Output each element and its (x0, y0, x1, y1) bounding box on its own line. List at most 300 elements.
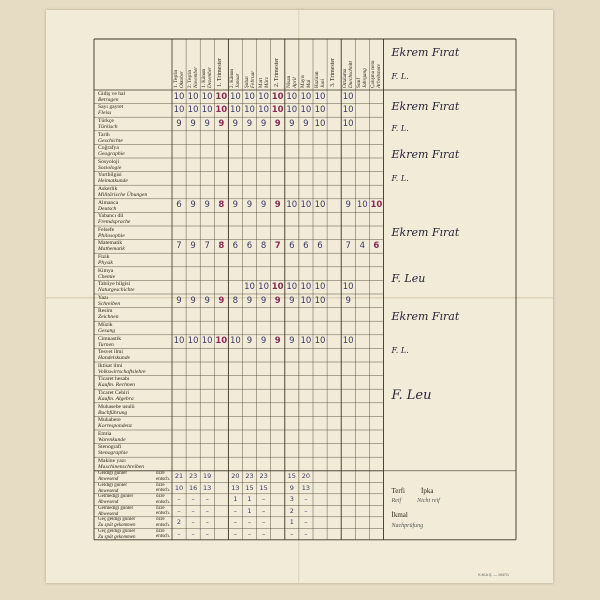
promotion-ipka-de: Nicht reif (417, 497, 440, 504)
attendance-count: 20 (231, 472, 240, 481)
subject-name-tr: Müzik (98, 322, 113, 328)
attendance-type-tr: özre (156, 505, 165, 511)
attendance-type-tr: özre (156, 471, 165, 477)
grade-cell: 10 (286, 281, 298, 292)
grade-cell: 9 (303, 118, 309, 129)
attendance-count: – (261, 506, 266, 515)
attendance-name-tr: Geldiği günler (98, 471, 128, 477)
attendance-count: 1 (247, 495, 252, 504)
teacher-signature: F. L. (391, 346, 409, 355)
subject-name-tr: Tabiiye bilgisi (98, 281, 131, 288)
grade-cell: 10 (258, 281, 269, 292)
attendance-name-de: Anwesend (98, 477, 119, 483)
grade-cell: 10 (229, 336, 241, 347)
subject-name-tr: Ticaret Cebiri (98, 390, 130, 396)
grade-cell: 9 (190, 118, 196, 129)
attendance-count: – (304, 529, 308, 538)
attendance-count: 15 (287, 472, 296, 481)
attendance-type (156, 529, 170, 540)
column-header (343, 61, 354, 88)
grade-cell: 9 (289, 295, 295, 306)
grade-cell: 10 (201, 336, 213, 347)
grade-cell: 10 (258, 91, 269, 102)
subject-name-de: Turnen (98, 341, 114, 348)
subject-name-de: Fremdsprache (98, 219, 131, 226)
grade-cell: 9 (246, 118, 253, 129)
subject-name-de: Kaufm. Algebra (98, 396, 134, 402)
column-header-line: Şubat (243, 76, 250, 88)
attendance-type (156, 471, 170, 482)
attendance-label (98, 517, 158, 529)
subject-name-tr: Cimnastik (98, 335, 121, 342)
subject-name-tr: Muhabere (98, 417, 121, 424)
subject-name-de: Soziologie (98, 164, 122, 171)
attendance-type-de: entsch. (156, 522, 171, 528)
grade-cell: 10 (286, 91, 298, 102)
attendance-name-tr: Geç geldiği günler (98, 517, 136, 523)
subject-label (98, 322, 214, 334)
subject-name-tr: Tarih (98, 131, 110, 138)
subject-name-tr: İktisat ilmi (98, 362, 123, 369)
grade-cell: 10 (314, 336, 326, 347)
subject-name-de: Deutsch (98, 205, 117, 212)
subject-name-tr: Türkçe (98, 118, 114, 124)
attendance-count: 23 (188, 472, 198, 481)
subject-name-de: Volkswirtschaftslehre (98, 368, 146, 375)
subject-label (98, 417, 214, 429)
grade-cell: 9 (176, 118, 182, 129)
attendance-name-de: Zu spät gekommen (98, 523, 136, 529)
subject-label (98, 213, 214, 225)
column-header-line: Jahrgang (361, 68, 368, 88)
column-header-line: 2. Trimester (273, 57, 280, 87)
grade-cell: 6 (373, 241, 380, 252)
grade-cell: 8 (232, 295, 239, 306)
subject-label (98, 376, 214, 388)
subject-name-de: Korrespondenz (98, 423, 132, 430)
subject-name-tr: Fizik (98, 254, 110, 260)
grade-cell: 10 (370, 200, 383, 211)
attendance-type-tr: özre (156, 517, 165, 523)
attendance-count: – (261, 495, 266, 504)
attendance-type-de: entsch. (156, 476, 171, 482)
column-header (275, 58, 281, 87)
column-header-line: Januar (234, 73, 241, 88)
column-header-line: März (263, 77, 270, 88)
grade-cell: 9 (232, 118, 239, 129)
column-header-line: Haziran (314, 71, 320, 88)
grade-cell: 10 (300, 91, 312, 102)
grade-cell: 10 (300, 281, 312, 292)
grade-cell: 10 (342, 281, 354, 292)
grade-cell: 9 (218, 118, 225, 129)
column-header (174, 70, 185, 88)
subject-label (98, 281, 214, 293)
subject-name-tr: Yurtbilgisi (98, 172, 122, 179)
grade-cell: 6 (246, 241, 253, 252)
grade-cell: 9 (246, 336, 253, 347)
attendance-count: 10 (174, 483, 184, 492)
attendance-count: – (205, 529, 209, 538)
column-header (188, 67, 199, 88)
column-header (218, 58, 224, 87)
grade-cell: 9 (204, 118, 210, 129)
attendance-type (156, 506, 170, 517)
grade-cell: 10 (201, 91, 213, 102)
subject-name-de: Warenkunde (98, 436, 126, 443)
grade-cell: 9 (260, 200, 267, 211)
attendance-count: 15 (245, 483, 254, 492)
grade-cell: 9 (190, 241, 196, 252)
grade-cell: 9 (289, 336, 295, 347)
grade-cell: 10 (314, 295, 326, 306)
grade-cell: 10 (342, 118, 354, 129)
grade-cell: 10 (215, 91, 228, 102)
subject-name-tr: Sosyoloji (98, 158, 120, 165)
attendance-name-tr: Geç geldiği günler (98, 528, 136, 534)
attendance-name-de: Abwesend (98, 500, 119, 506)
subject-name-de: Fleiss (98, 110, 112, 117)
attendance-count: – (261, 529, 266, 538)
grade-cell: 10 (342, 105, 354, 116)
attendance-count: – (233, 506, 238, 515)
column-header-line: Sınıf (356, 77, 363, 88)
attendance-count: 23 (259, 472, 268, 481)
subject-name-tr: Kimya (98, 267, 114, 274)
subject-name-tr: Yazı (98, 294, 108, 301)
grade-cell: 9 (204, 200, 210, 211)
attendance-count: – (247, 529, 252, 538)
subject-label (98, 431, 214, 443)
subject-name-de: Schreiben (98, 300, 121, 307)
subject-label (98, 227, 214, 239)
grade-cell: 9 (218, 295, 225, 306)
subject-label (98, 186, 214, 198)
column-header (315, 72, 326, 88)
grade-cell: 10 (314, 118, 326, 129)
grade-cell: 9 (176, 295, 182, 306)
grade-cell: 10 (187, 91, 199, 102)
subject-name-tr: Askerlik (98, 186, 118, 192)
subject-name-de: Philosophie (98, 232, 125, 239)
attendance-count: 9 (289, 483, 294, 492)
column-header (230, 69, 241, 88)
attendance-count: 2 (176, 518, 182, 527)
attendance-count: 13 (231, 483, 240, 492)
attendance-count: – (205, 495, 209, 504)
column-header-line: Mayıs (299, 75, 306, 88)
grade-cell: 10 (300, 200, 312, 211)
attendance-label (98, 471, 158, 483)
grade-cell: 10 (342, 91, 354, 102)
subject-label (98, 458, 214, 470)
grade-cell: 6 (303, 241, 309, 252)
column-header (202, 67, 213, 88)
subject-name-tr: Coğrafya (98, 145, 119, 152)
column-header-line: 3. Trimester (330, 57, 337, 87)
attendance-name-de: Anwesend (98, 488, 119, 494)
teacher-signature: Ekrem Fırat (391, 46, 460, 59)
grade-cell: 10 (187, 336, 199, 347)
attendance-type-de: entsch. (156, 499, 171, 505)
subject-name-tr: Matematik (98, 240, 123, 247)
teacher-signature: Ekrem Fırat (391, 100, 460, 113)
promotion-terfi (392, 487, 434, 495)
subject-name-tr: Felsefe (98, 226, 115, 233)
grade-cell: 9 (274, 336, 281, 347)
grade-cell: 10 (258, 105, 269, 116)
grade-cell: 8 (260, 241, 267, 252)
attendance-count: 16 (188, 483, 198, 492)
column-header-line: 2. Teşrin (187, 70, 194, 88)
attendance-count: – (290, 529, 294, 538)
attendance-count: – (304, 506, 308, 515)
grade-cell: 10 (286, 105, 298, 116)
report-card (46, 10, 553, 583)
column-header-line: Juni (319, 79, 326, 88)
grade-cell: 10 (187, 105, 199, 116)
teacher-signature: F. Leu (391, 388, 432, 403)
grade-cell: 7 (204, 241, 210, 252)
subject-label (98, 145, 214, 157)
subject-name-de: Handelskunde (98, 355, 131, 362)
grade-cell: 10 (342, 336, 354, 347)
printer-footer: K.M.A.Ş. — 1947/1 (478, 573, 509, 577)
attendance-count: – (177, 506, 181, 515)
grade-cell: 10 (201, 105, 213, 116)
grade-cell: 9 (246, 295, 253, 306)
column-header (287, 76, 298, 88)
subject-name-tr: Ticaret hesabı (98, 376, 130, 383)
column-header-line: Dezember (206, 66, 213, 88)
grade-cell: 10 (173, 336, 185, 347)
attendance-count: 13 (301, 483, 311, 492)
subject-label (98, 349, 214, 361)
attendance-count: 23 (245, 472, 254, 481)
promotion-ikmal: İkmal (391, 510, 408, 519)
attendance-count: – (191, 529, 195, 538)
attendance-type-de: entsch. (156, 488, 171, 494)
subject-name-de: Chemie (98, 273, 116, 280)
grade-cell: 8 (218, 241, 225, 252)
column-header (245, 71, 256, 88)
grade-cell: 10 (314, 105, 326, 116)
column-header (259, 77, 270, 88)
subject-label (98, 254, 214, 266)
grade-cell: 10 (314, 200, 326, 211)
grade-cell: 9 (260, 295, 267, 306)
column-header-line: April (291, 77, 298, 88)
subject-name-de: Kaufm. Rechnen (98, 382, 135, 389)
attendance-count: – (304, 518, 308, 527)
subject-name-tr: Muhasebe usulü (98, 403, 135, 410)
subject-name-tr: Sayı gayret (98, 104, 124, 111)
column-header-line: Oktober (178, 71, 185, 88)
subject-name-tr: Yabancı dil (98, 213, 124, 220)
attendance-count: – (177, 495, 181, 504)
attendance-count: – (191, 495, 195, 504)
column-header-line: 1. Trimester (217, 57, 224, 87)
column-header-line: Mart (257, 77, 264, 88)
subject-label (98, 404, 214, 416)
subject-label (98, 159, 214, 171)
attendance-count: – (191, 506, 195, 515)
attendance-type-de: entsch. (156, 534, 171, 540)
attendance-count: 2 (289, 506, 294, 515)
grade-cell: 9 (190, 295, 196, 306)
attendance-count: – (191, 518, 195, 527)
grade-cell: 6 (289, 241, 295, 252)
column-header (371, 60, 382, 88)
grade-cell: 10 (244, 91, 255, 102)
attendance-name-tr: Geldiği günler (98, 482, 128, 488)
grade-cell: 10 (300, 105, 312, 116)
grade-cell: 10 (271, 105, 284, 116)
column-header-line: Arbeitsnote (375, 64, 382, 88)
promotion-ikmal-de (392, 521, 424, 529)
attendance-name-de: Abwesend (98, 511, 119, 517)
attendance-label (98, 494, 158, 506)
attendance-label (98, 529, 158, 541)
subject-label (98, 363, 214, 375)
attendance-count: 15 (259, 483, 268, 492)
teacher-signature: F. Leu (391, 272, 426, 285)
attendance-count: – (233, 518, 238, 527)
attendance-count: – (177, 529, 181, 538)
attendance-count: 1 (247, 506, 252, 515)
grade-cell: 10 (314, 91, 326, 102)
attendance-count: 13 (203, 483, 212, 492)
grade-cell: 10 (286, 200, 298, 211)
attendance-label (98, 506, 158, 518)
subject-name-de: Heimatkunde (98, 178, 128, 185)
grade-cell: 10 (173, 105, 185, 116)
subject-name-tr: Gidiş ve hal (98, 90, 126, 97)
grade-cell: 9 (204, 295, 210, 306)
grade-cell: 8 (218, 200, 225, 211)
attendance-count: – (205, 506, 209, 515)
attendance-count: 3 (289, 495, 294, 504)
attendance-name-tr: Gelmediği günler (98, 494, 134, 500)
subject-label (98, 308, 214, 320)
subject-name-tr: Almanca (98, 199, 119, 206)
teacher-signature: F. L. (391, 124, 409, 133)
teacher-signature: Ekrem Fırat (391, 226, 460, 239)
attendance-count: 20 (301, 472, 311, 481)
grade-cell: 10 (271, 91, 284, 102)
attendance-count: 1 (289, 518, 294, 527)
grade-cell: 9 (246, 200, 253, 211)
teacher-signature: Ekrem Fırat (391, 148, 460, 161)
column-header-line: 1. Teşrin (173, 70, 179, 88)
teacher-signature: F. L. (391, 72, 409, 81)
column-header (301, 75, 312, 88)
subject-name-de: Buchführung (98, 409, 128, 416)
attendance-type (156, 494, 170, 505)
teacher-signature: Ekrem Fırat (391, 310, 460, 323)
grade-cell: 10 (229, 91, 241, 102)
grade-cell: 4 (359, 241, 365, 252)
grade-cell: 9 (345, 295, 351, 306)
grade-cell: 9 (274, 295, 281, 306)
attendance-count: – (304, 495, 308, 504)
attendance-type (156, 483, 170, 494)
grade-cell: 10 (271, 281, 284, 292)
grade-cell: 7 (274, 241, 281, 252)
column-header (357, 68, 368, 88)
grade-cell: 10 (215, 105, 228, 116)
subject-name-de: Militärische Übungen (98, 192, 148, 198)
subject-name-de: Gesang (98, 328, 116, 334)
subject-name-tr: Makine yazı (98, 458, 126, 464)
grade-cell: 10 (300, 336, 312, 347)
column-header-line: Nisan (285, 75, 292, 88)
grade-cell: 9 (289, 118, 295, 129)
subject-name-tr: Resim (98, 308, 113, 315)
subject-label (98, 132, 214, 144)
subject-name-de: Zeichnen (98, 314, 119, 321)
promotion-terfi: Terfi (391, 486, 406, 495)
subject-name-de: Physik (98, 260, 113, 266)
subject-label (98, 268, 214, 280)
attendance-type-de: entsch. (156, 511, 171, 517)
promotion-ipka: İpka (421, 486, 434, 495)
column-header-line: Çalışma notu (370, 60, 377, 88)
grade-cell: 6 (317, 241, 323, 252)
grade-cell: 9 (232, 200, 239, 211)
grade-cell: 9 (260, 118, 267, 129)
grade-cell: 7 (176, 241, 182, 252)
grade-cell: 10 (356, 200, 368, 211)
attendance-count: 1 (233, 495, 238, 504)
subject-name-de: Geographie (98, 151, 125, 158)
grade-cell: 9 (345, 200, 351, 211)
promotion-terfi-de: Reif (391, 497, 402, 504)
column-header-line: November (192, 66, 199, 88)
attendance-type (156, 517, 170, 528)
subject-name-tr: Tesvet ilmi (98, 349, 123, 356)
promotion-ikmal-de-text: Nachprüfung (391, 522, 424, 529)
attendance-count: – (205, 518, 209, 527)
subject-name-tr: Emtia (98, 430, 112, 437)
column-header (331, 58, 337, 87)
subject-name-de: Mathematik (98, 246, 125, 253)
column-header-line: Durchschnitt (347, 61, 354, 88)
attendance-name-de: Zu spät gekommen (98, 534, 136, 540)
subject-label (98, 172, 214, 184)
attendance-type-tr: özre (156, 528, 165, 534)
attendance-count: – (261, 518, 266, 527)
subject-label (98, 444, 214, 456)
grade-cell: 9 (190, 200, 196, 211)
attendance-type-tr: özre (156, 494, 165, 500)
subject-name-de: Naturgeschichte (98, 287, 135, 294)
column-header-line: Mai (305, 79, 312, 88)
grade-cell: 10 (314, 281, 326, 292)
grade-cell: 10 (244, 281, 255, 292)
grade-cell: 9 (260, 336, 267, 347)
grade-cell: 10 (173, 91, 185, 102)
attendance-count: 19 (203, 472, 212, 481)
subject-name-tr: Stenografi (98, 444, 122, 451)
teacher-signature: F. L. (391, 174, 409, 183)
attendance-count: – (233, 529, 238, 538)
grade-cell: 9 (274, 200, 281, 211)
promotion-terfi-de (392, 496, 440, 504)
grade-cell: 6 (232, 241, 239, 252)
attendance-name-tr: Gelmediği günler (98, 505, 134, 511)
grade-cell: 9 (274, 118, 281, 129)
